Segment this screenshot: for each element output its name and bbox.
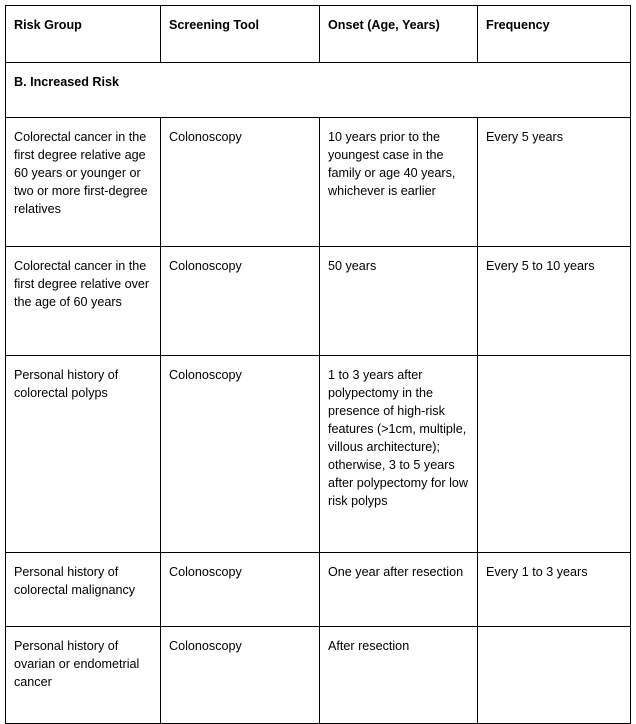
section-label: B. Increased Risk (6, 63, 631, 118)
cell-screening-tool: Colonoscopy (161, 627, 320, 724)
table-header-row (6, 6, 631, 63)
cell-onset: After resection (320, 627, 478, 724)
cell-screening-tool: Colonoscopy (161, 356, 320, 553)
cell-screening-tool: Colonoscopy (161, 247, 320, 356)
header-screening-tool: Screening Tool (161, 6, 320, 63)
cell-risk-group: Colorectal cancer in the first degree relative age 60 years or younger or two or more first-degree relatives (6, 118, 161, 247)
header-onset: Onset (Age, Years) (320, 6, 478, 63)
table-row (6, 247, 631, 356)
cell-frequency (478, 356, 631, 553)
section-row (6, 63, 631, 118)
header-risk-group: Risk Group (6, 6, 161, 63)
table-row (6, 118, 631, 247)
table-row (6, 627, 631, 724)
cell-frequency: Every 1 to 3 years (478, 553, 631, 627)
cell-risk-group: Colorectal cancer in the first degree relative over the age of 60 years (6, 247, 161, 356)
cell-onset: 10 years prior to the youngest case in the family or age 40 years, whichever is earlier (320, 118, 478, 247)
table-row (6, 356, 631, 553)
cell-risk-group: Personal history of ovarian or endometrial cancer (6, 627, 161, 724)
table-row (6, 553, 631, 627)
cell-onset: 50 years (320, 247, 478, 356)
cell-frequency (478, 627, 631, 724)
cell-onset: 1 to 3 years after polypectomy in the presence of high-risk features (>1cm, multiple, villous architecture); otherwise, 3 to 5 years after polypectomy for low risk polyps (320, 356, 478, 553)
cell-onset: One year after resection (320, 553, 478, 627)
cell-risk-group: Personal history of colorectal malignancy (6, 553, 161, 627)
cell-risk-group: Personal history of colorectal polyps (6, 356, 161, 553)
cell-screening-tool: Colonoscopy (161, 118, 320, 247)
cell-screening-tool: Colonoscopy (161, 553, 320, 627)
header-frequency: Frequency (478, 6, 631, 63)
cell-frequency: Every 5 years (478, 118, 631, 247)
cell-frequency: Every 5 to 10 years (478, 247, 631, 356)
screening-table (5, 5, 631, 724)
